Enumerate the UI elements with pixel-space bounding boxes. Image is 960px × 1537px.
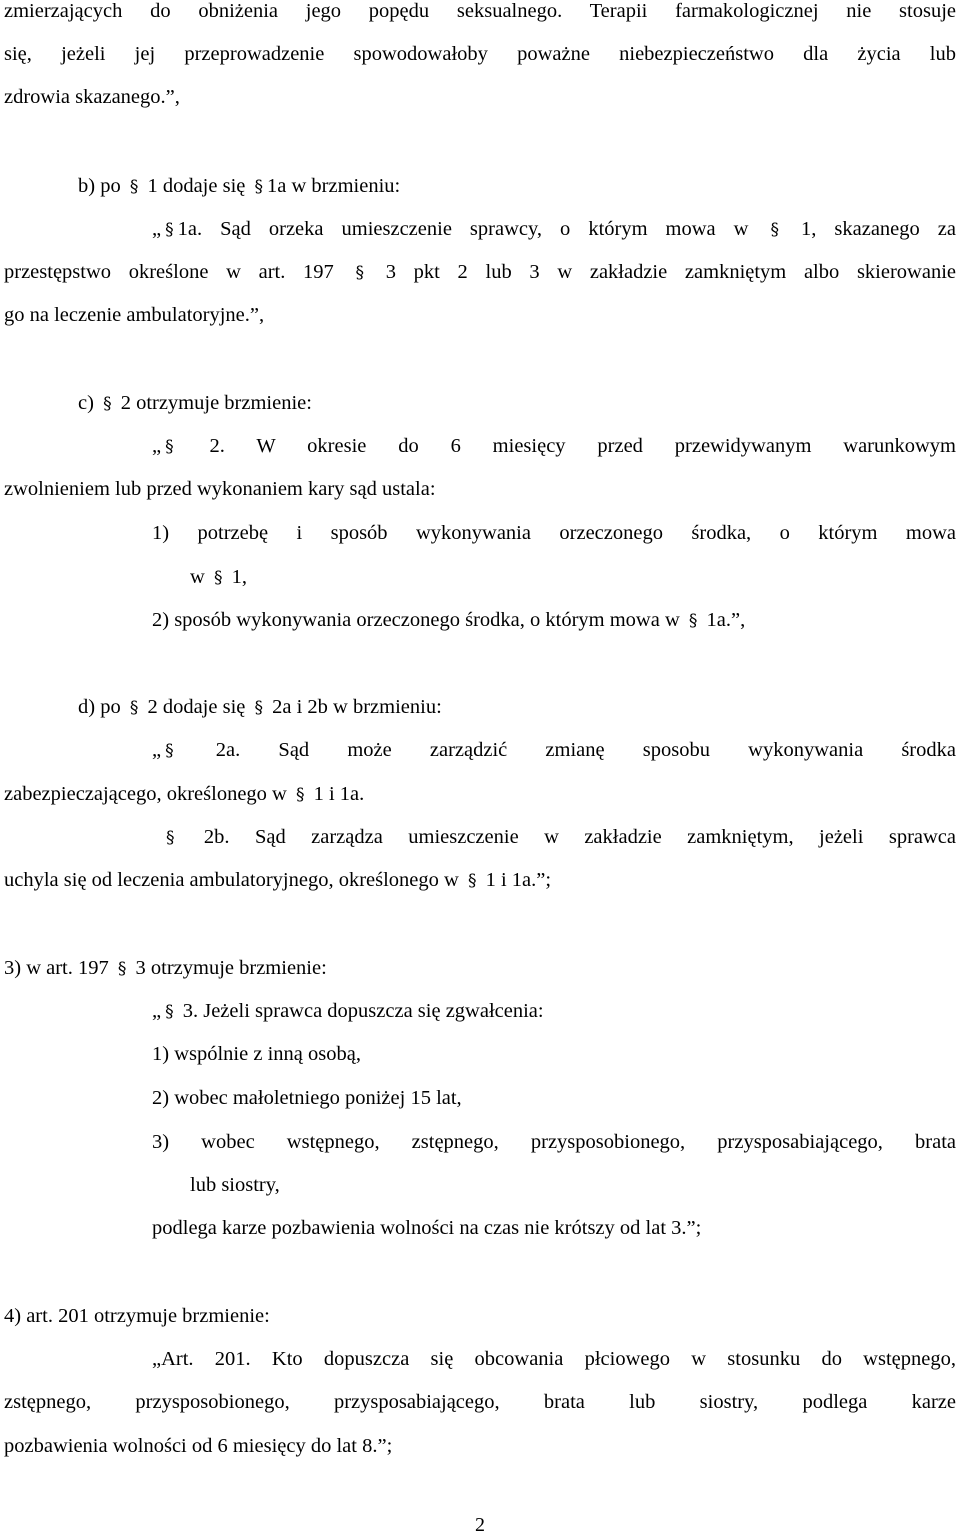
- section-sign: §: [254, 177, 263, 197]
- section-sign: §: [117, 959, 127, 979]
- text-line: d) po § 2 dodaje się § 2a i 2b w brzmieniu:: [78, 693, 960, 722]
- section-sign: §: [129, 177, 139, 197]
- text-line: uchyla się od leczenia ambulatoryjnego, określonego w § 1 i 1a.”;: [4, 866, 960, 895]
- text-line: § 2b. Sąd zarządza umieszczenie w zakładzie zamkniętym, jeżeli sprawca: [162, 823, 956, 852]
- text-line: w § 1,: [190, 563, 960, 592]
- section-sign: §: [103, 394, 112, 414]
- text-line: 3) wobec wstępnego, zstępnego, przysposobionego, przysposabiającego, brata: [152, 1131, 956, 1153]
- text-line: zwolnieniem lub przed wykonaniem kary sąd ustala:: [4, 478, 436, 500]
- text-line: „ § 1a. Sąd orzeka umieszczenie sprawcy, o którym mowa w § 1, skazanego za: [152, 215, 956, 244]
- text-line: 2) sposób wykonywania orzeczonego środka, o którym mowa w § 1a.”,: [152, 606, 960, 635]
- section-sign: §: [129, 698, 139, 718]
- text-line: „ § 2. W okresie do 6 miesięcy przed przewidywanym warunkowym: [152, 432, 956, 461]
- text-line: zstępnego, przysposobionego, przysposabiającego, brata lub siostry, podlega karze: [4, 1391, 956, 1413]
- text-line: „ § 2a. Sąd może zarządzić zmianę sposobu wykonywania środka: [152, 736, 956, 765]
- section-sign: §: [165, 437, 174, 457]
- text-line: 1) wspólnie z inną osobą,: [152, 1043, 361, 1065]
- section-sign: §: [165, 220, 174, 240]
- section-sign: §: [165, 1002, 174, 1022]
- section-sign: §: [165, 741, 174, 761]
- text-line: „ § 3. Jeżeli sprawca dopuszcza się zgwałcenia:: [152, 997, 960, 1026]
- text-line: pozbawienia wolności od 6 miesięcy do lat 8.”;: [4, 1435, 393, 1457]
- section-sign: §: [688, 611, 698, 631]
- text-line: zmierzających do obniżenia jego popędu seksualnego. Terapii farmakologicznej nie stosuje: [4, 0, 956, 22]
- section-sign: §: [355, 263, 365, 283]
- text-line: 4) art. 201 otrzymuje brzmienie:: [4, 1305, 270, 1327]
- text-line: zdrowia skazanego.”,: [4, 86, 180, 108]
- text-line: 2) wobec małoletniego poniżej 15 lat,: [152, 1087, 462, 1109]
- text-line: go na leczenie ambulatoryjne.”,: [4, 304, 265, 326]
- text-line: przestępstwo określone w art. 197 § 3 pkt 2 lub 3 w zakładzie zamkniętym albo skierowanie: [4, 258, 956, 287]
- text-line: lub siostry,: [190, 1174, 280, 1196]
- section-sign: §: [295, 785, 305, 805]
- text-line: się, jeżeli jej przeprowadzenie spowodowałoby poważne niebezpieczeństwo dla życia lub: [4, 43, 956, 65]
- section-sign: §: [770, 220, 779, 240]
- section-sign: §: [467, 871, 477, 891]
- section-sign: §: [254, 698, 263, 718]
- text-line: c) § 2 otrzymuje brzmienie:: [78, 389, 960, 418]
- text-line: 1) potrzebę i sposób wykonywania orzeczonego środka, o którym mowa: [152, 522, 956, 544]
- text-line: zabezpieczającego, określonego w § 1 i 1a.: [4, 780, 960, 809]
- section-sign: §: [166, 828, 175, 848]
- text-line: b) po § 1 dodaje się § 1a w brzmieniu:: [78, 172, 960, 201]
- text-line: podlega karze pozbawienia wolności na czas nie krótszy od lat 3.”;: [152, 1217, 702, 1239]
- page-number: 2: [475, 1514, 485, 1536]
- section-sign: §: [213, 568, 223, 588]
- text-line: „Art. 201. Kto dopuszcza się obcowania płciowego w stosunku do wstępnego,: [152, 1348, 956, 1370]
- text-line: 3) w art. 197 § 3 otrzymuje brzmienie:: [4, 954, 960, 983]
